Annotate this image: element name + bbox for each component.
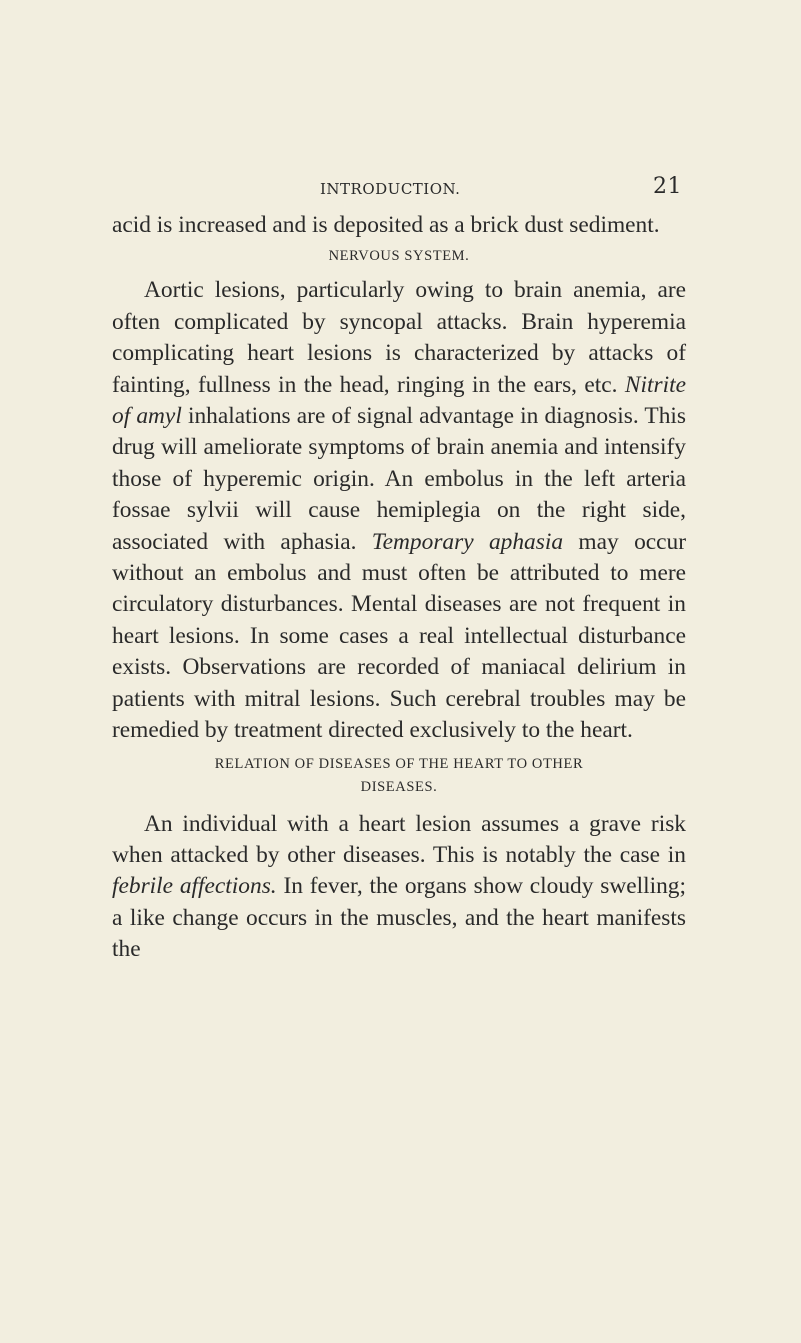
text-run: An individual with a heart lesion assumes a grave risk when attacked by other diseases. This is notably the case in xyxy=(112,810,686,868)
paragraph-nervous-system xyxy=(112,275,686,746)
section-heading-line: DISEASES. xyxy=(360,778,438,795)
text-run: Aortic lesions, particularly owing to brain anemia, are often complicated by syncopal attacks. Brain hyperemia complicating heart lesions is characterized by attacks of fainting, fullness in the head, ringing in the ears, etc. xyxy=(112,277,686,398)
paragraph-continuation: acid is increased and is deposited as a brick dust sediment. xyxy=(112,212,660,238)
italic-term: Temporary aphasia xyxy=(371,528,564,555)
italic-term: Nitrite of amyl xyxy=(112,371,686,430)
section-heading-relation xyxy=(112,753,686,799)
running-head-title: INTRODUCTION. xyxy=(320,180,461,198)
italic-term: febrile affections. xyxy=(112,873,277,900)
running-head xyxy=(114,174,684,198)
paragraph-relation xyxy=(112,809,686,966)
text-run: In fever, the organs show cloudy swelling; a like change occurs in the muscles, and the heart manifests the xyxy=(112,873,686,963)
body-text xyxy=(112,210,686,966)
text-run: inhalations are of signal advantage in diagnosis. This drug will ameliorate symptoms of brain anemia and intensify those of hyperemic origin. An embolus in the left arteria fossae sylvii will cause hemiplegia on the right side, associated with aphasia. xyxy=(112,403,686,555)
text-run: may occur without an embolus and must often be attributed to mere circulatory disturbances. Mental diseases are not frequent in heart lesions. In some cases a real intellectual disturbance exists. Observations are recorded of maniacal delirium in patients with mitral lesions. Such cerebral troubles may be remedied by treatment directed exclusively to the heart. xyxy=(112,528,687,744)
page-number: 21 xyxy=(653,174,682,199)
section-heading-line: RELATION OF DISEASES OF THE HEART TO OTHER xyxy=(214,755,584,772)
section-heading-nervous-system: NERVOUS SYSTEM. xyxy=(328,248,470,265)
